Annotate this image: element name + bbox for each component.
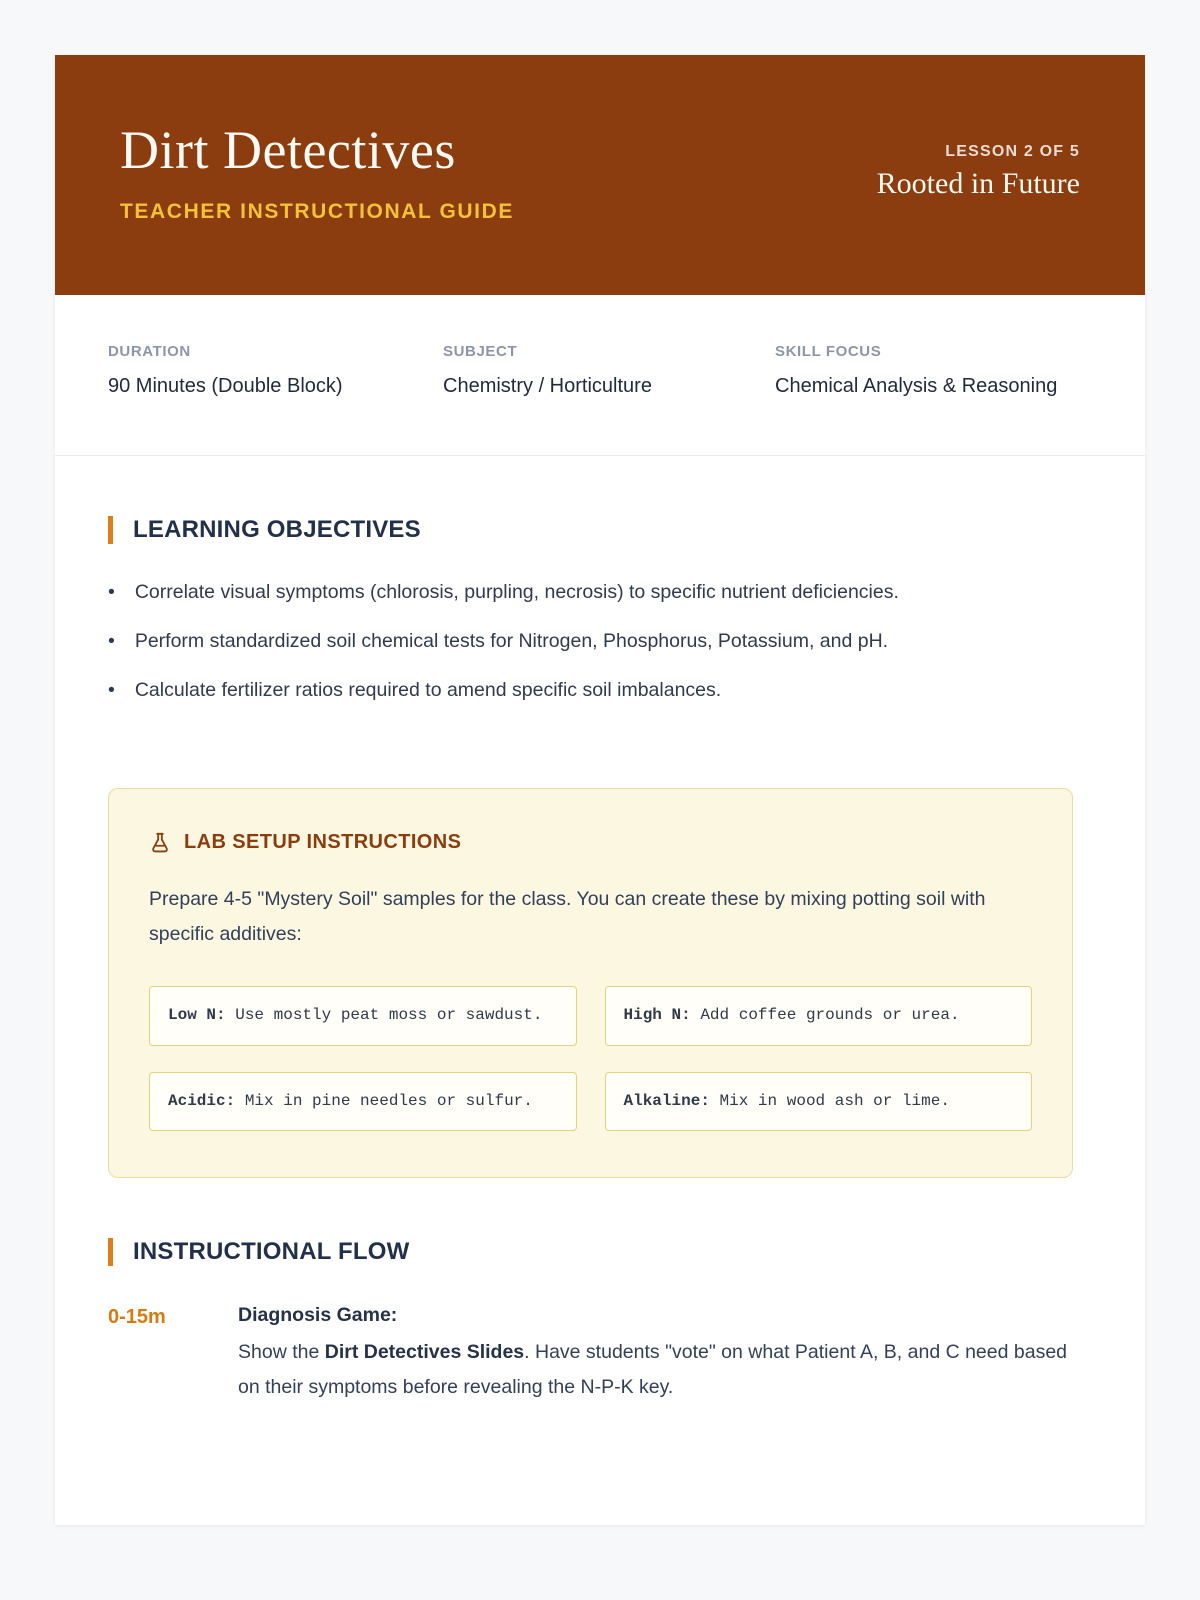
meta-subject [443,343,775,401]
lab-box-low-n [149,986,577,1045]
header-right [877,121,1080,201]
header-left [120,121,514,224]
meta-row [55,295,1145,456]
meta-duration-label: DURATION [108,343,191,360]
lab-box-acidic [149,1072,577,1131]
section-learning-objectives [108,516,1073,544]
meta-subject-value: Chemistry / Horticulture [443,375,652,397]
lab-setup-title: LAB SETUP INSTRUCTIONS [184,831,462,854]
meta-skill-focus-value: Chemical Analysis & Reasoning [775,375,1058,397]
lab-box-text: Use mostly peat moss or sawdust. [225,1006,543,1025]
page-subtitle: TEACHER INSTRUCTIONAL GUIDE [120,200,514,224]
objective-item: • Calculate fertilizer ratios required to amend specific soil imbalances. [108,672,1073,708]
lab-box-text: Add coffee grounds or urea. [690,1006,960,1025]
objective-item: • Perform standardized soil chemical tests for Nitrogen, Phosphorus, Potassium, and pH. [108,623,1073,659]
meta-subject-label: SUBJECT [443,343,518,360]
lab-setup-callout [108,788,1073,1178]
page-title: Dirt Detectives [120,120,456,180]
lab-box-label: Low N: [168,1006,226,1025]
flow-step-title: Diagnosis Game: [238,1303,398,1326]
flask-icon [149,832,171,854]
flow-step-body-bold: Dirt Detectives Slides [324,1340,525,1363]
lab-box-label: Acidic: [168,1091,236,1110]
flow-step-1 [108,1304,1073,1405]
meta-duration-value: 90 Minutes (Double Block) [108,375,343,397]
document-card [55,55,1145,1525]
instructional-flow-heading: INSTRUCTIONAL FLOW [133,1237,410,1265]
flow-step-content [238,1304,1073,1405]
lab-setup-grid [149,986,1032,1130]
program-name: Rooted in Future [876,167,1080,200]
objectives-list [108,574,1073,708]
lab-setup-intro: Prepare 4-5 "Mystery Soil" samples for the class. You can create these by mixing potting soil with specific additives: [149,888,986,946]
lesson-badge: LESSON 2 OF 5 [945,143,1080,160]
flow-step-body-prefix: Show the [238,1340,325,1363]
section-accent-bar [108,516,113,544]
meta-duration [108,343,443,401]
meta-skill-focus-label: SKILL FOCUS [775,343,882,360]
lab-box-label: Alkaline: [623,1091,710,1110]
flow-step-time: 0-15m [108,1305,166,1328]
section-instructional-flow [108,1238,1073,1266]
flow-step-body-suffix: . Have students "vote" on what Patient A, B, and C need based on their symptoms before revealing the N-P-K key. [238,1340,1068,1398]
lab-setup-header [149,831,1032,854]
lab-box-alkaline [605,1072,1033,1131]
document-body [55,516,1145,1405]
lab-box-text: Mix in wood ash or lime. [709,1091,950,1110]
section-accent-bar [108,1238,113,1266]
meta-skill-focus [775,343,1092,401]
document-header [55,55,1145,295]
flow-step-body [238,1335,1073,1405]
objective-item: • Correlate visual symptoms (chlorosis, purpling, necrosis) to specific nutrient deficiencies. [108,574,1073,610]
learning-objectives-heading: LEARNING OBJECTIVES [133,516,421,543]
lab-box-text: Mix in pine needles or sulfur. [235,1091,533,1110]
lab-box-high-n [605,986,1033,1045]
lab-box-label: High N: [623,1006,691,1025]
